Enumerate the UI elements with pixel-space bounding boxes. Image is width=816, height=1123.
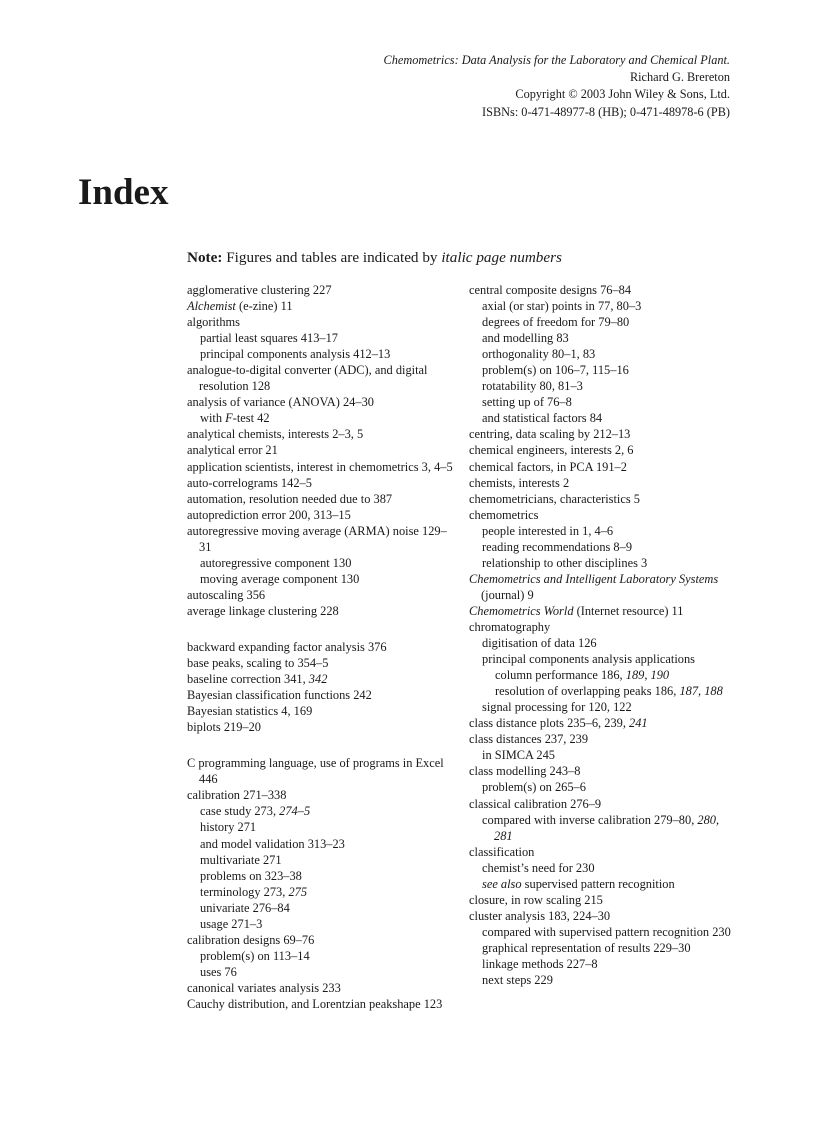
index-subentry bbox=[187, 884, 459, 900]
index-entry-text: Chemometrics and Intelligent Laboratory Systems bbox=[469, 571, 719, 586]
author: Richard G. Brereton bbox=[629, 70, 730, 85]
index-entry-text: rotatability 80, 81–3 bbox=[482, 379, 583, 394]
index-subentry bbox=[469, 779, 739, 795]
page-header bbox=[384, 52, 730, 121]
index-entry-text: 189, 190 bbox=[625, 668, 670, 683]
index-subentry bbox=[187, 555, 459, 571]
index-entry-text: chromatography bbox=[469, 619, 551, 634]
index-entry-text: classical calibration 276–9 bbox=[469, 796, 602, 811]
index-subentry bbox=[469, 956, 739, 972]
index-entry bbox=[469, 731, 739, 747]
index-entry bbox=[469, 442, 739, 458]
index-entry-text: moving average component 130 bbox=[200, 571, 360, 586]
index-entry-text: problem(s) on 113–14 bbox=[200, 948, 310, 963]
index-subentry bbox=[187, 868, 459, 884]
index-entry-text: backward expanding factor analysis 376 bbox=[187, 639, 387, 654]
index-subentry bbox=[469, 812, 739, 844]
index-entry-text: partial least squares 413–17 bbox=[200, 331, 338, 346]
index-subentry bbox=[469, 699, 739, 715]
index-entry-text: problem(s) on 265–6 bbox=[482, 780, 586, 795]
index-entry-text: chemical factors, in PCA 191–2 bbox=[469, 459, 627, 474]
index-entry-text: case study 273, bbox=[200, 804, 280, 819]
index-entry-text: auto-correlograms 142–5 bbox=[187, 475, 312, 490]
index-entry-text: axial (or star) points in 77, 80–3 bbox=[482, 299, 642, 314]
index-entry bbox=[187, 507, 459, 523]
index-subentry bbox=[469, 362, 739, 378]
index-entry-text: chemometricians, characteristics 5 bbox=[469, 491, 640, 506]
index-entry bbox=[187, 362, 459, 394]
index-subentry bbox=[469, 667, 739, 683]
index-entry bbox=[187, 703, 459, 719]
index-entry-text: 342 bbox=[308, 672, 328, 687]
index-entry-text: and modelling 83 bbox=[482, 331, 569, 346]
index-entry-text: digitisation of data 126 bbox=[482, 636, 597, 651]
index-entry bbox=[187, 687, 459, 703]
index-entry bbox=[187, 603, 459, 619]
index-entry-text: degrees of freedom for 79–80 bbox=[482, 315, 630, 330]
index-subentry bbox=[187, 346, 459, 362]
index-entry-text: average linkage clustering 228 bbox=[187, 603, 339, 618]
index-entry bbox=[469, 908, 739, 924]
index-entry-text: setting up of 76–8 bbox=[482, 395, 572, 410]
index-entry-text: univariate 276–84 bbox=[200, 900, 290, 915]
index-subentry bbox=[187, 410, 459, 426]
index-entry bbox=[469, 763, 739, 779]
index-entry-text: Bayesian statistics 4, 169 bbox=[187, 704, 313, 719]
index-entry-text: in SIMCA 245 bbox=[482, 748, 555, 763]
index-entry-text: chemometrics bbox=[469, 507, 539, 522]
index-subentry bbox=[469, 940, 739, 956]
index-subentry bbox=[469, 523, 739, 539]
index-subentry bbox=[187, 836, 459, 852]
index-subentry bbox=[469, 346, 739, 362]
index-entry-text: 280, 281 bbox=[494, 812, 720, 843]
index-entry bbox=[469, 619, 739, 635]
index-entry-text: analytical error 21 bbox=[187, 443, 278, 458]
index-subentry bbox=[469, 860, 739, 876]
index-entry bbox=[469, 844, 739, 860]
index-entry-text: (journal) 9 bbox=[481, 587, 534, 602]
index-entry-text: column performance 186, bbox=[495, 668, 626, 683]
index-entry bbox=[469, 426, 739, 442]
index-entry-text: -test 42 bbox=[232, 411, 270, 426]
index-entry-text: C programming language, use of programs in Excel 446 bbox=[187, 756, 444, 787]
index-entry bbox=[469, 892, 739, 908]
index-entry-text: automation, resolution needed due to 387 bbox=[187, 491, 393, 506]
index-entry-text: Bayesian classification functions 242 bbox=[187, 688, 372, 703]
index-subentry bbox=[187, 852, 459, 868]
note-label: Note: bbox=[187, 249, 223, 266]
index-subentry bbox=[469, 314, 739, 330]
index-entry-text: autoregressive moving average (ARMA) noise 129–31 bbox=[187, 523, 447, 554]
index-entry bbox=[187, 523, 459, 555]
index-subentry bbox=[469, 394, 739, 410]
index-entry-text: resolution of overlapping peaks 186, bbox=[495, 684, 680, 699]
index-subentry bbox=[469, 651, 739, 667]
index-entry bbox=[469, 715, 739, 731]
index-entry-text: supervised pattern recognition bbox=[521, 876, 675, 891]
index-entry bbox=[187, 459, 459, 475]
index-entry bbox=[469, 282, 739, 298]
index-entry-text: uses 76 bbox=[200, 964, 237, 979]
index-entry-text: history 271 bbox=[200, 820, 257, 835]
index-subentry bbox=[187, 900, 459, 916]
index-entry-text: 241 bbox=[629, 716, 648, 731]
index-entry-text: linkage methods 227–8 bbox=[482, 956, 598, 971]
index-entry-text: analogue-to-digital converter (ADC), and digital resolution 128 bbox=[187, 363, 428, 394]
index-entry-text: F bbox=[225, 411, 233, 426]
index-entry bbox=[469, 603, 739, 619]
copyright: Copyright © 2003 John Wiley & Sons, Ltd. bbox=[515, 87, 730, 102]
index-entry-text: autoscaling 356 bbox=[187, 587, 266, 602]
index-subentry bbox=[469, 972, 739, 988]
index-entry-text: 187, 188 bbox=[679, 684, 723, 699]
index-entry-text: reading recommendations 8–9 bbox=[482, 539, 633, 554]
index-entry bbox=[469, 796, 739, 812]
index-entry-text: chemists, interests 2 bbox=[469, 475, 570, 490]
index-entry bbox=[469, 459, 739, 475]
index-entry-text: chemical engineers, interests 2, 6 bbox=[469, 443, 634, 458]
index-entry bbox=[187, 491, 459, 507]
index-entry-text: class modelling 243–8 bbox=[469, 764, 581, 779]
index-entry-text: calibration designs 69–76 bbox=[187, 932, 315, 947]
index-subentry bbox=[187, 571, 459, 587]
index-subentry bbox=[469, 378, 739, 394]
index-entry bbox=[187, 587, 459, 603]
index-entry bbox=[187, 787, 459, 803]
index-entry-text: graphical representation of results 229–30 bbox=[482, 940, 691, 955]
index-entry-text: (Internet resource) 11 bbox=[573, 603, 684, 618]
index-entry-text: agglomerative clustering 227 bbox=[187, 283, 332, 297]
index-entry-text: see also bbox=[482, 876, 522, 891]
index-subentry bbox=[469, 410, 739, 426]
index-entry-text: canonical variates analysis 233 bbox=[187, 980, 341, 995]
index-entry-text: people interested in 1, 4–6 bbox=[482, 523, 614, 538]
index-entry-text: class distance plots 235–6, 239, bbox=[469, 716, 630, 731]
note-italic-text: italic page numbers bbox=[441, 249, 562, 266]
page-title: Index bbox=[78, 172, 169, 213]
index-note bbox=[187, 248, 562, 268]
index-entry bbox=[187, 655, 459, 671]
index-entry-text: base peaks, scaling to 354–5 bbox=[187, 656, 329, 671]
index-entry-text: closure, in row scaling 215 bbox=[469, 892, 603, 907]
index-entry bbox=[187, 671, 459, 687]
index-entry-text: problems on 323–38 bbox=[200, 868, 302, 883]
index-entry bbox=[187, 639, 459, 655]
index-subentry bbox=[187, 964, 459, 980]
index-entry-text: class distances 237, 239 bbox=[469, 732, 589, 747]
index-entry-text: compared with inverse calibration 279–80, bbox=[482, 812, 698, 827]
index-entry-text: 274–5 bbox=[279, 804, 311, 819]
index-entry-text: classification bbox=[469, 844, 535, 859]
index-subentry bbox=[469, 635, 739, 651]
index-entry-text: baseline correction 341, bbox=[187, 672, 309, 687]
index-entry-text: biplots 219–20 bbox=[187, 720, 262, 735]
index-entry bbox=[187, 426, 459, 442]
index-subentry bbox=[469, 555, 739, 571]
index-entry bbox=[469, 571, 739, 603]
index-entry bbox=[187, 314, 459, 330]
index-column-left bbox=[187, 282, 459, 1012]
index-entry-text: cluster analysis 183, 224–30 bbox=[469, 908, 611, 923]
index-subentry bbox=[469, 683, 739, 699]
index-entry bbox=[469, 475, 739, 491]
index-entry bbox=[187, 980, 459, 996]
index-entry-text: Chemometrics World bbox=[469, 603, 574, 618]
index-entry bbox=[187, 282, 459, 298]
note-text: Figures and tables are indicated by bbox=[222, 249, 442, 266]
index-subentry bbox=[469, 298, 739, 314]
index-entry-text: Alchemist bbox=[187, 299, 236, 314]
index-entry bbox=[469, 507, 739, 523]
index-entry-text: autoprediction error 200, 313–15 bbox=[187, 507, 351, 522]
index-entry-text: and statistical factors 84 bbox=[482, 411, 603, 426]
index-subentry bbox=[187, 803, 459, 819]
index-entry bbox=[187, 932, 459, 948]
index-subentry bbox=[187, 819, 459, 835]
index-entry bbox=[187, 475, 459, 491]
index-subentry bbox=[469, 747, 739, 763]
index-entry-text: application scientists, interest in chemometrics 3, 4–5 bbox=[187, 459, 453, 474]
index-entry-text: next steps 229 bbox=[482, 973, 553, 988]
index-entry-text: with bbox=[200, 411, 226, 426]
index-entry bbox=[187, 755, 459, 787]
index-entry bbox=[187, 442, 459, 458]
index-entry-text: principal components analysis applications bbox=[482, 652, 696, 667]
index-entry bbox=[469, 491, 739, 507]
isbns: ISBNs: 0-471-48977-8 (HB); 0-471-48978-6 (PB) bbox=[482, 104, 730, 119]
index-entry-text: centring, data scaling by 212–13 bbox=[469, 427, 631, 442]
index-entry-text: analytical chemists, interests 2–3, 5 bbox=[187, 427, 364, 442]
index-entry-text: compared with supervised pattern recognition 230 bbox=[482, 924, 731, 939]
index-entry bbox=[187, 298, 459, 314]
book-title: Chemometrics: Data Analysis for the Laboratory and Chemical Plant. bbox=[383, 53, 730, 67]
index-subentry bbox=[469, 539, 739, 555]
index-entry-text: autoregressive component 130 bbox=[200, 555, 352, 570]
index-entry-text: problem(s) on 106–7, 115–16 bbox=[482, 363, 629, 378]
index-subentry bbox=[469, 876, 739, 892]
index-entry bbox=[187, 996, 459, 1012]
index-entry-text: relationship to other disciplines 3 bbox=[482, 555, 648, 570]
index-entry-text: usage 271–3 bbox=[200, 916, 263, 931]
index-entry bbox=[187, 719, 459, 735]
index-entry-text: algorithms bbox=[187, 315, 240, 330]
index-subentry bbox=[469, 330, 739, 346]
index-entry bbox=[187, 394, 459, 410]
index-column-right bbox=[469, 282, 739, 988]
index-entry-text: 275 bbox=[288, 884, 308, 899]
index-entry-text: calibration 271–338 bbox=[187, 788, 287, 803]
index-entry-text: (e-zine) 11 bbox=[235, 299, 293, 314]
index-entry-text: analysis of variance (ANOVA) 24–30 bbox=[187, 395, 374, 410]
index-subentry bbox=[187, 330, 459, 346]
index-subentry bbox=[187, 948, 459, 964]
index-entry-text: Cauchy distribution, and Lorentzian peakshape 123 bbox=[187, 996, 443, 1011]
index-subentry bbox=[187, 916, 459, 932]
index-entry-text: principal components analysis 412–13 bbox=[200, 347, 391, 362]
index-entry-text: chemist’s need for 230 bbox=[482, 860, 595, 875]
index-entry-text: multivariate 271 bbox=[200, 852, 282, 867]
index-entry-text: signal processing for 120, 122 bbox=[482, 700, 632, 715]
index-subentry bbox=[469, 924, 739, 940]
index-entry-text: terminology 273, bbox=[200, 884, 289, 899]
index-entry-text: and model validation 313–23 bbox=[200, 836, 345, 851]
index-entry-text: central composite designs 76–84 bbox=[469, 283, 632, 297]
index-entry-text: orthogonality 80–1, 83 bbox=[482, 347, 596, 362]
